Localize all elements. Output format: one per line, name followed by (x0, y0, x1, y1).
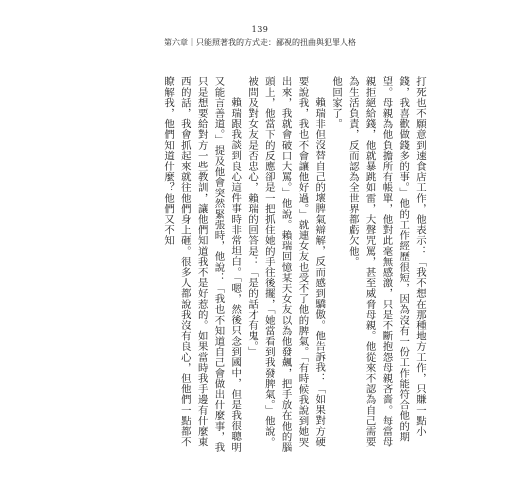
running-header: 第六章｜只能照著我的方式走：鄙視的扭曲與犯罪人格 (164, 38, 356, 47)
paragraph: 賴瑞非但沒替自己的壞脾氣辯解，反而感到驕傲。他告訴我：「如果對方硬要說我，我也不會讓他好過。」就連女友也受不了他的脾氣。「有時候我說到她哭出來，我就會破口大罵。」他說。賴瑞回憶某天女友以為他發飆，把手放在他的腦頭上，他當下的反應卻是一把抓住她的手往後擺，「她當看到我發脾氣。」他說。被問及對女友是否忠心，賴瑞的回答是：「是的話才有鬼。」 (246, 76, 326, 453)
page-number: 139 (251, 25, 269, 34)
body-text (92, 76, 428, 456)
paragraph: 賴瑞跟我談到良心這件事時非常坦白。「嗯，然後只念到國中，但是我很聰明又能言善道。」提及他會突然緊張時，他說：「我也不知道自己會做出什麼事，我只是想要給對方一些教訓，讓他們知道我不是好惹的。如果當時我手邊有什麼東西的話，我會抓起來就往他們身上砸。很多人都說我沒有良心，但他們一點都不瞭解我，他們知道什麼？他們又不知 (162, 76, 242, 453)
paragraph: 他回家了。 (330, 76, 343, 129)
paragraph: 打死也不願意到速食店工作，他表示：「我不想在那種地方工作，只賺一點小錢，我喜歡做錢多的事。」他的工作經歷很短，因為沒有一份工作能符合他的期望。母親為他負擔所有帳單，他對此毫無感激，只是不斷抱怨母親吝嗇。每當母親拒絕給錢，他就暴跳如雷，大聲咒罵，甚至威脅母親。他從來不認為自己需要為生活負責，反而認為全世界都虧欠他。 (346, 76, 426, 447)
